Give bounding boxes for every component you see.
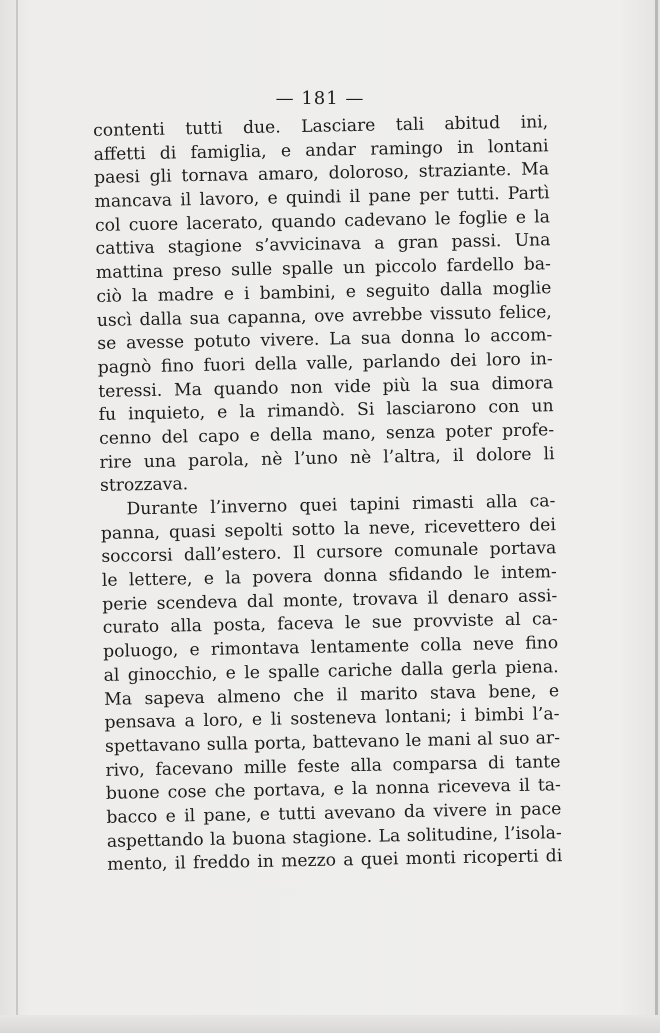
text-line: aspettando la buona stagione. La solitudine, l’isola- (106, 822, 562, 852)
text-line: fu inquieto, e la rimandò. Si lasciarono con un (98, 396, 554, 426)
text-line: paesi gli tornava amaro, doloroso, straziante. Ma (93, 159, 550, 189)
text-line: spettavano sulla porta, battevano le mani al suo ar- (104, 728, 561, 757)
text-line: al ginocchio, e le spalle cariche dalla gerla piena. (103, 656, 559, 686)
text-line: cenno del capo e della mano, senza poter profe- (98, 420, 555, 449)
text-line: Ma sapeva almeno che il marito stava bene, e (103, 680, 560, 710)
text-line: uscì dalla sua capanna, ove avrebbe vissuto felice, (96, 301, 552, 331)
text-line: mancava il lavoro, e quindi il pane per tutti. Partì (94, 183, 550, 213)
text-line: pensava a loro, e li sosteneva lontani; i bimbi l’a- (104, 704, 560, 734)
text-line: col cuore lacerato, quando cadevano le foglie e la (94, 206, 551, 236)
text-line: Durante l’inverno quei tapini rimasti alla ca- (126, 491, 556, 520)
text-line: curato alla posta, faceva le sue provviste al ca- (102, 609, 558, 639)
page-number: — 181 — (275, 88, 365, 109)
text-line: rire una parola, nè l’uno nè l’altra, il dolore li (99, 443, 555, 473)
text-line: strozzava. (99, 474, 189, 497)
text-line: contenti tutti due. Lasciare tali abitud ini, (93, 112, 549, 141)
text-line: mento, il freddo in mezzo a quei monti ricoperti di (107, 846, 563, 876)
text-line: pagnò fino fuori della valle, parlando dei loro in- (97, 349, 553, 378)
text-line: panna, quasi sepolti sotto la neve, ricevettero dei (100, 514, 557, 544)
text-line: affetti di famiglia, e andar ramingo in lontani (93, 135, 549, 165)
text-line: mattina preso sulle spalle un piccolo fardello ba- (95, 254, 552, 284)
text-line: cattiva stagione s’avvicinava a gran passi. Una (95, 230, 551, 260)
page-right-edge (655, 0, 658, 1033)
text-line: ciò la madre e i bambini, e seguito dalla moglie (96, 278, 552, 307)
text-line: se avesse potuto vivere. La sua donna lo accom- (97, 325, 553, 355)
text-line: teressi. Ma quando non vide più la sua dimora (98, 372, 554, 402)
page-bottom-edge (0, 1015, 660, 1033)
text-line: perie scendeva dal monte, trovava il denaro assi- (102, 585, 558, 615)
text-line: poluogo, e rimontava lentamente colla neve fino (103, 633, 559, 663)
text-line: soccorsi dall’estero. Il cursore comunale portava (101, 538, 557, 568)
body-text (93, 111, 562, 878)
text-line: rivo, facevano mille feste alla comparsa di tante (105, 751, 561, 781)
page-left-edge (16, 0, 18, 1033)
text-line: le lettere, e la povera donna sfidando le intem- (101, 562, 557, 591)
text-line: buone cose che portava, e la nonna riceveva il ta- (105, 775, 562, 805)
text-line: bacco e il pane, e tutti avevano da vivere in pace (106, 799, 562, 828)
